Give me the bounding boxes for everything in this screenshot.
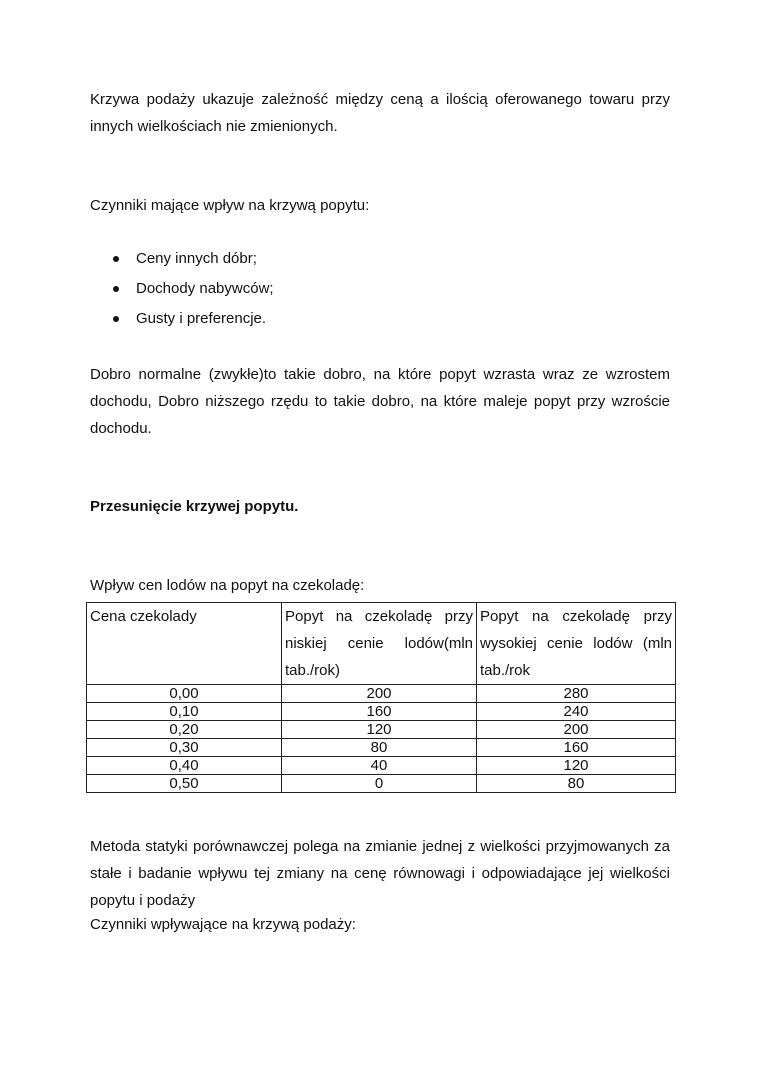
high-price-demand-cell: 280 — [477, 685, 676, 703]
list-item-label: Ceny innych dóbr; — [136, 250, 257, 267]
list-item-label: Gusty i preferencje. — [136, 310, 267, 327]
section-heading: Przesunięcie krzywej popytu. — [90, 498, 299, 515]
high-price-demand-cell: 80 — [477, 775, 676, 793]
list-item — [90, 274, 670, 304]
table-header-row — [87, 603, 676, 685]
table-caption: Wpływ cen lodów na popyt na czekoladę: — [90, 577, 365, 594]
list-item-label: Dochody nabywców; — [136, 280, 274, 297]
column-header-high-ice-cream-price: Popyt na czekoladę przy wysokiej cenie lodów (mln tab./rok — [477, 603, 676, 685]
table-row — [87, 685, 676, 703]
demand-factors-list-block — [90, 244, 670, 334]
high-price-demand-cell: 120 — [477, 757, 676, 775]
bullet-icon — [113, 316, 119, 322]
low-price-demand-cell: 200 — [282, 685, 477, 703]
supply-factors-intro: Czynniki wpływające na krzywą podaży: — [90, 916, 356, 933]
shift-heading-block — [90, 493, 670, 520]
chocolate-demand-table — [86, 602, 676, 793]
high-price-demand-cell: 200 — [477, 721, 676, 739]
column-header-price: Cena czekolady — [87, 603, 282, 685]
high-price-demand-cell: 160 — [477, 739, 676, 757]
demand-factors-intro: Czynniki mające wpływ na krzywą popytu: — [90, 197, 370, 214]
table-row — [87, 775, 676, 793]
supply-curve-paragraph-block — [90, 86, 670, 140]
low-price-demand-cell: 160 — [282, 703, 477, 721]
price-cell: 0,30 — [87, 739, 282, 757]
comparative-statics-paragraph: Metoda statyki porównawczej polega na zmianie jednej z wielkości przyjmowanych za stałe i badanie wpływu tej zmiany na cenę równowagi i odpowiadające jej wielkości popytu i podaży — [90, 838, 670, 909]
table-row — [87, 721, 676, 739]
table-row — [87, 757, 676, 775]
low-price-demand-cell: 80 — [282, 739, 477, 757]
demand-factors-intro-block — [90, 192, 670, 219]
column-header-low-ice-cream-price: Popyt na czekoladę przy niskiej cenie lodów(mln tab./rok) — [282, 603, 477, 685]
price-cell: 0,20 — [87, 721, 282, 739]
table-row — [87, 703, 676, 721]
list-item — [90, 304, 670, 334]
demand-factors-list — [90, 244, 670, 334]
price-cell: 0,10 — [87, 703, 282, 721]
low-price-demand-cell: 40 — [282, 757, 477, 775]
table-caption-block — [90, 572, 670, 599]
normal-goods-paragraph: Dobro normalne (zwykłe)to takie dobro, na które popyt wzrasta wraz ze wzrostem dochodu, Dobro niższego rzędu to takie dobro, na które maleje popyt przy wzroście dochodu. — [90, 366, 670, 437]
price-cell: 0,50 — [87, 775, 282, 793]
supply-factors-intro-block — [90, 911, 670, 938]
low-price-demand-cell: 120 — [282, 721, 477, 739]
table-row — [87, 739, 676, 757]
low-price-demand-cell: 0 — [282, 775, 477, 793]
bullet-icon — [113, 256, 119, 262]
price-cell: 0,00 — [87, 685, 282, 703]
normal-goods-paragraph-block — [90, 361, 670, 442]
comparative-statics-paragraph-block — [90, 833, 670, 914]
price-cell: 0,40 — [87, 757, 282, 775]
list-item — [90, 244, 670, 274]
high-price-demand-cell: 240 — [477, 703, 676, 721]
bullet-icon — [113, 286, 119, 292]
supply-curve-paragraph: Krzywa podaży ukazuje zależność między ceną a ilością oferowanego towaru przy innych wielkościach nie zmienionych. — [90, 91, 670, 135]
